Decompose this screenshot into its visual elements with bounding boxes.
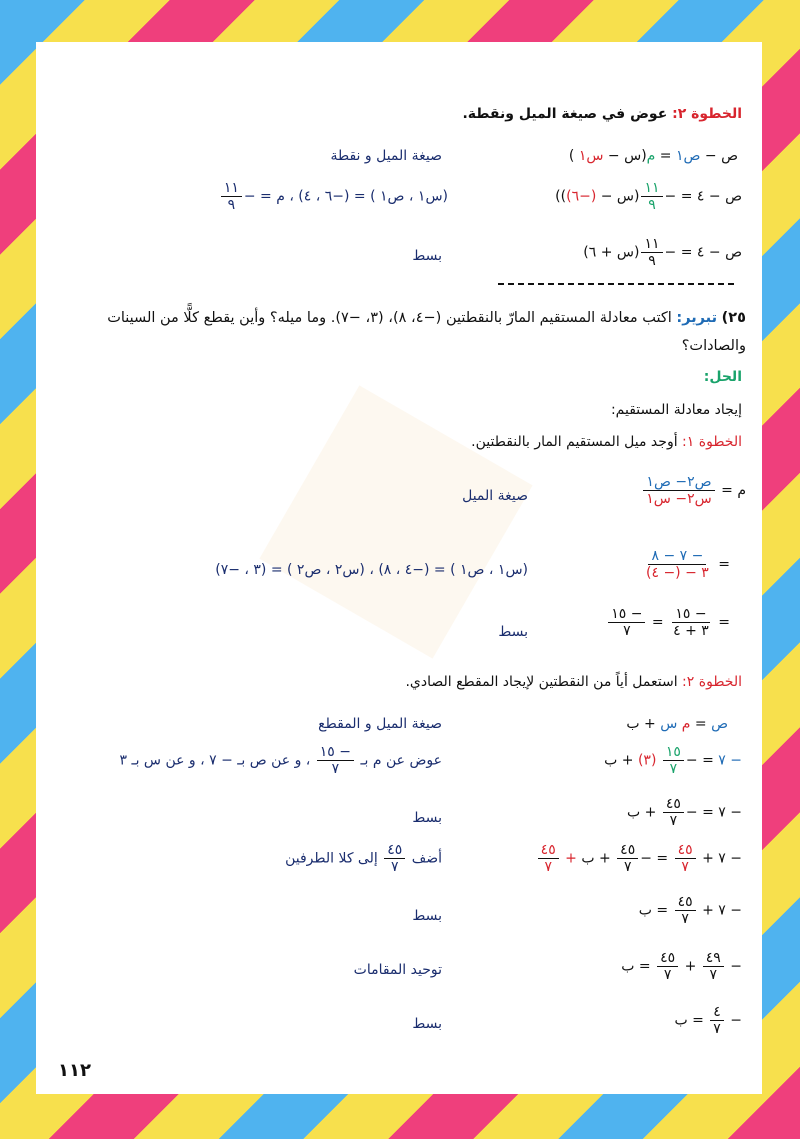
slope-note: صيغة الميل — [462, 488, 528, 504]
slope-simplified-note: بسط — [498, 624, 528, 640]
row-1-note: صيغة الميل و المقطع — [318, 716, 442, 732]
step2-heading — [462, 106, 742, 122]
row-5-note: بسط — [412, 908, 442, 924]
watermark-logo — [259, 385, 532, 658]
slope-formula: م = $\frac{\text{ص٢− ص١}}{\text{س٢− س١}}$ — [641, 474, 746, 507]
step-label: الخطوة ٢: — [672, 106, 742, 122]
equation-line-1: ص − ص١ = م(س − س١ ) — [568, 148, 738, 164]
row-4-equation: − ٧ + $\frac{٤٥}{٧}$ = − $\frac{٤٥}{٧}$ + ب + $\frac{٤٥}{٧}$ — [536, 842, 742, 875]
question-25 — [56, 304, 746, 360]
find-line-heading: إيجاد معادلة المستقيم: — [610, 402, 742, 418]
row-2-equation: − ٧ = − $\frac{١٥}{٧}$ (٣) + ب — [604, 744, 742, 777]
note-line-1: صيغة الميل و نقطة — [330, 148, 442, 164]
step1-heading — [471, 434, 742, 450]
separator — [498, 283, 734, 285]
row-3-equation: − ٧ = − $\frac{٤٥}{٧}$ + ب — [627, 796, 742, 829]
row-3-note: بسط — [412, 810, 442, 826]
solution-label: الحل: — [703, 369, 742, 385]
note-line-3: بسط — [412, 248, 442, 264]
page-number: ١١٢ — [58, 1060, 91, 1081]
step-text: أوجد ميل المستقيم المار بالنقطتين. — [471, 434, 683, 450]
slope-simplified: = $\frac{- ١٥}{٣ + ٤}$ = $\frac{- ١٥}{٧}$ — [606, 606, 730, 639]
row-4-note: أضف $\frac{٤٥}{٧}$ إلى كلا الطرفين — [285, 842, 442, 875]
row-7-equation: − $\frac{٤}{٧}$ = ب — [674, 1004, 742, 1037]
equation-line-2: ص − ٤ = − $\frac{١١}{٩}$ (س − (−٦))) — [555, 180, 742, 213]
question-label: تبرير: — [676, 310, 718, 326]
row-7-note: بسط — [412, 1016, 442, 1032]
step-text: استعمل أياً من النقطتين لإيجاد المقطع الصادي. — [405, 674, 683, 690]
row-6-note: توحيد المقامات — [353, 962, 442, 978]
row-2-note: عوض عن م بـ $\frac{- ١٥}{٧}$ ، و عن ص بـ − ٧ ، و عن س بـ ٣ — [119, 744, 442, 777]
equation-line-3: ص − ٤ = − $\frac{١١}{٩}$ (س + ٦) — [583, 236, 742, 269]
question-text: اكتب معادلة المستقيم المارّ بالنقطتين (−٤، ٨)، (٣، −٧). وما ميله؟ وأين يقطع كلًّا من السينات والصادات؟ — [107, 310, 746, 354]
row-5-equation: − ٧ + $\frac{٤٥}{٧}$ = ب — [638, 894, 742, 927]
question-number: ٢٥) — [721, 310, 746, 326]
slope-substitution-note: (س١ ، ص١ ) = (−٤ ، ٨) ، (س٢ ، ص٢ ) = (٣ ، −٧) — [215, 562, 528, 578]
step-text: عوض في صيغة الميل ونقطة. — [462, 106, 673, 122]
row-6-equation: − $\frac{٤٩}{٧}$ + $\frac{٤٥}{٧}$ = ب — [621, 950, 742, 983]
slope-substitution: = $\frac{- ٧ - ٨}{٣ - (- ٤)}$ — [646, 548, 730, 581]
note-line-2: (س١ ، ص١ ) = (−٦ ، ٤) ، م = − $\frac{١١}{٩}$ — [219, 180, 448, 213]
step2b-heading — [405, 674, 742, 690]
step-label: الخطوة ٢: — [682, 674, 742, 690]
row-1-equation: ص = م س + ب — [626, 716, 728, 732]
step-label: الخطوة ١: — [682, 434, 742, 450]
